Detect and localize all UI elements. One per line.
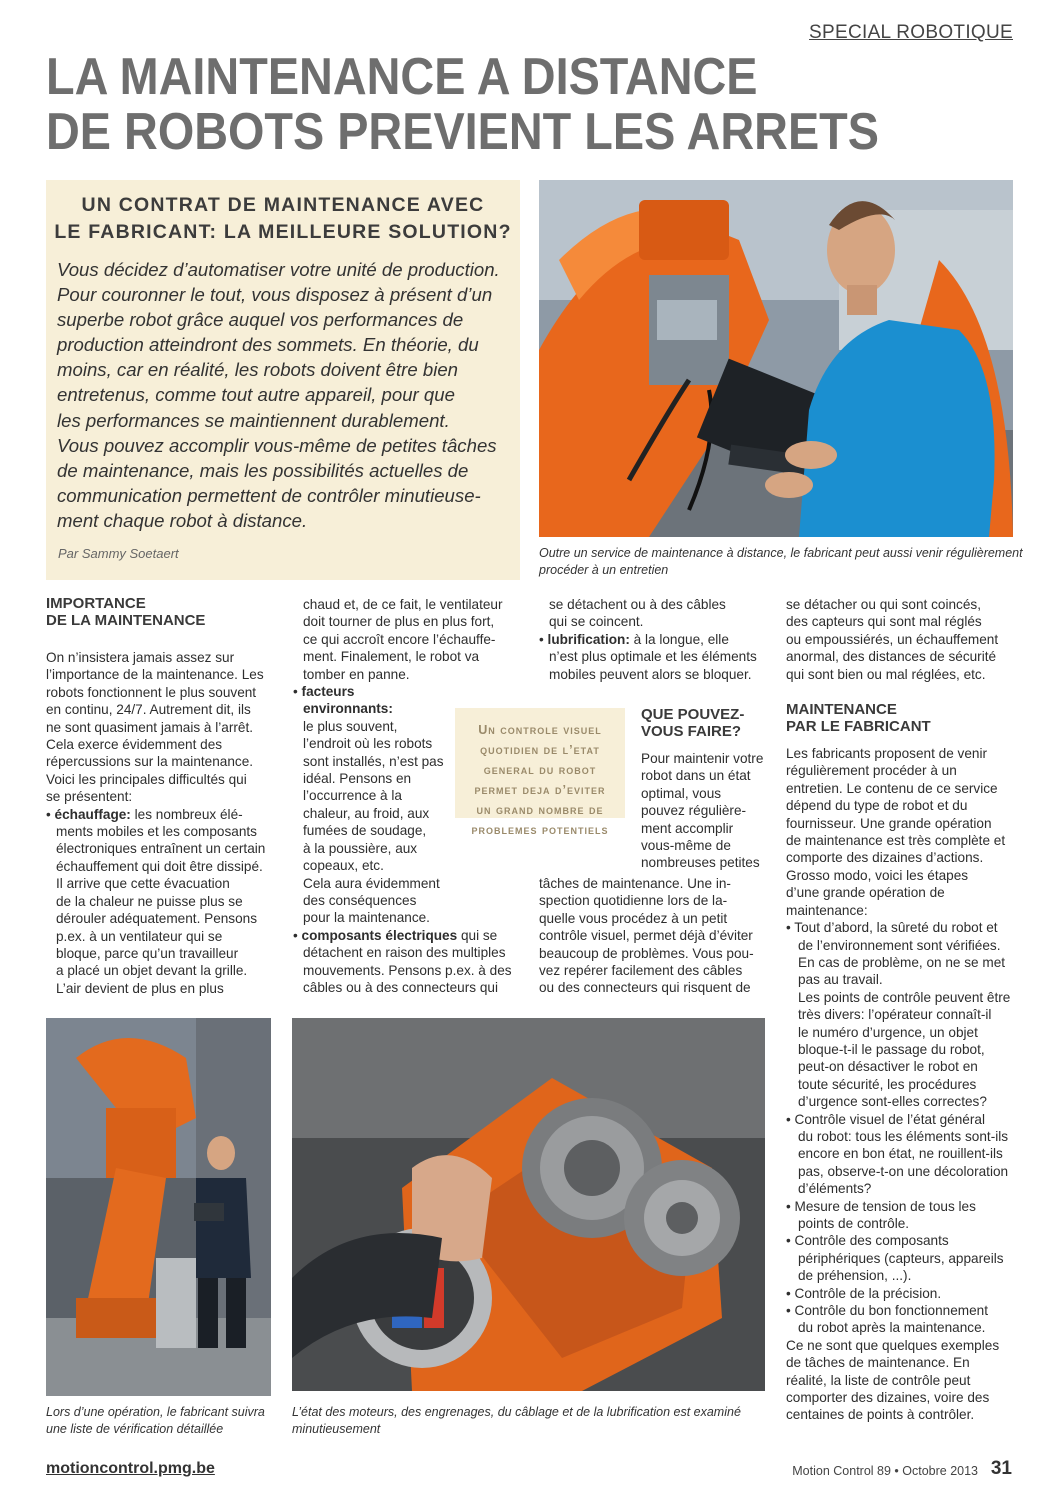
text-line: pour la maintenance. [303,910,430,926]
text-line: fumées de soudage, [303,823,427,839]
text-line: points de contrôle. [798,1216,910,1231]
lead-line: les performances se maintiennent durablement. [57,409,450,431]
text-line: copeaux, etc. [303,858,384,874]
text-line: doit tourner de plus en plus fort, [303,614,495,630]
bullet-term: facteurs [301,684,355,700]
column-3-narrow [641,707,771,872]
bullet-text: à la longue, elle [629,631,729,647]
text-line: Cela aura évidemment [303,875,440,891]
page-number: 31 [990,1458,1012,1479]
text-line: Cela exerce évidemment des [46,737,223,753]
text-line: pouvez régulière- [641,803,747,819]
pull-quote-line: quotidien de l’etat [480,743,600,757]
text-line: de maintenance est très complète et [786,833,1006,849]
text-line: comporter des dizaines, voire des [786,1390,990,1406]
text-line: quelle vous procédez à un petit [539,910,728,926]
text-line: idéal. Pensons en [303,771,412,787]
text-line: qui sont bien ou mal réglées, etc. [786,666,986,682]
text-line: chaleur, au froid, aux [303,805,430,821]
lead-line: communication permettent de contrôler minutieuse- [57,484,481,506]
list-item-text: Tout d’abord, la sûreté du robot et [794,920,998,936]
list-item: • Tout d’abord, la sûreté du robot et [786,920,998,936]
bullet-item: • échauffage: les nombreux élé- [46,806,243,822]
list-item-text: Contrôle des composants [794,1233,949,1249]
list-item: • Contrôle de la précision. [786,1285,942,1301]
intro-box [46,180,520,580]
column-4 [786,596,1016,1424]
text-line: du robot après la maintenance. [798,1320,986,1336]
lead-line: Pour couronner le tout, vous disposez à présent d’un [57,284,493,306]
text-line: réalité, la liste de contrôle peut [786,1372,971,1388]
subheading-line: DE LA MAINTENANCE [46,611,206,629]
text-line: centaines de points à contrôler. [786,1407,975,1423]
caption-top-photo [539,545,1023,579]
subheading-line: PAR LE FABRICANT [786,717,931,735]
text-line: nombreuses petites [641,855,760,871]
lead-line: superbe robot grâce auquel vos performances de [57,309,464,331]
subheading-line: QUE POUVEZ- [641,706,745,723]
pull-quote-line: Un controle visuel [478,723,602,737]
text-line: En cas de problème, on ne se met [798,954,1006,970]
text-line: ne sont quasiment jamais à l’arrêt. [46,719,254,735]
bullet-term: échauffage: [54,806,131,822]
text-line: d’éléments? [798,1181,872,1197]
list-item: • Mesure de tension de tous les [786,1198,976,1214]
list-item: • Contrôle du bon fonctionnement [786,1303,989,1319]
text-line: ce qui accroît encore l’échauffe- [303,631,496,647]
pull-quote [455,708,625,837]
text-line: ou empoussiérés, un échauffement [786,631,999,647]
text-line: l’importance de la maintenance. Les [46,667,264,683]
text-line: bloque, parce qu’un travailleur [56,945,239,961]
text-line: détachent en raison des multiples [303,945,506,961]
bullet-term: lubrification: [547,631,630,647]
text-line: peut-on désactiver le robot en [798,1059,978,1075]
intro-heading-line-1: UN CONTRAT DE MAINTENANCE AVEC [81,194,485,216]
text-line: à la poussière, aux [303,840,418,856]
list-item: • Contrôle visuel de l’état général [786,1111,985,1127]
subheading-line: VOUS FAIRE? [641,722,742,740]
caption-line: L’état des moteurs, des engrenages, du câblage et de la lubrification est examiné [292,1405,741,1419]
text-line: en continu, 24/7. Autrement dit, ils [46,702,251,718]
column-3-wide [539,875,771,997]
text-line: beaucoup de problèmes. Vous pou- [539,945,754,961]
photo-technician-laptop [539,180,1013,537]
photo-gears-closeup [292,1018,765,1391]
subheading-importance [46,596,278,629]
text-line: tomber en panne. [303,666,410,682]
list-item-text: Contrôle visuel de l’état général [794,1111,985,1127]
list-item-text: Mesure de tension de tous les [794,1198,976,1214]
text-line: L’air devient de plus en plus [56,980,224,996]
column-1 [46,596,278,997]
text-line: des conséquences [303,892,417,908]
text-line: vous-même de [641,838,731,854]
pull-quote-line: un grand nombre de [476,803,604,817]
text-line: robot dans un état [641,768,751,784]
text-line: régulièrement procéder à un [786,763,957,779]
subheading-maintenance-fabricant [786,702,1016,735]
pull-quote-line: permet deja d’eviter [474,783,606,797]
footer-issue: Motion Control 89 • Octobre 2013 [792,1464,978,1478]
pull-quote-line: general du robot [483,763,597,777]
text-line: contrôle visuel, permet déjà d’éviter [539,928,753,944]
text-line: l’endroit où les robots [303,736,433,752]
text-line: dépend du type de robot et du [786,798,968,814]
photo-operator-robot-art [46,1018,271,1396]
subheading-line: MAINTENANCE [786,701,897,719]
text-line: Les fabricants proposent de venir [786,746,988,762]
text-line: répercussions sur la maintenance. [46,754,254,770]
text-line: maintenance: [786,902,868,918]
text-line: optimal, vous [641,785,722,801]
text-line: robots fonctionnent le plus souvent [46,684,257,700]
list-item-text: Contrôle du bon fonctionnement [794,1303,989,1319]
bullet-text: qui se [457,927,498,943]
lead-line: moins, car en réalité, les robots doivent être bien [57,359,459,381]
text-line: dérouler adéquatement. Pensons [56,911,258,927]
bullet-item: • facteurs [293,684,355,700]
text-line: anormal, des distances de sécurité [786,649,997,665]
text-line: très divers: l’opérateur connaît-il [798,1007,992,1023]
bullet-text: les nombreux élé- [130,806,243,822]
caption-line: minutieusement [292,1422,381,1436]
text-line: encore en bon état, ne rouillent-ils [798,1146,1003,1162]
text-line: Voici les principales difficultés qui [46,771,247,787]
text-line: toute sécurité, les procédures [798,1076,977,1092]
text-line: pas, observe-t-on une décoloration [798,1163,1009,1179]
headline-line-1: LA MAINTENANCE A DISTANCE [46,48,758,106]
text-line: périphériques (capteurs, appareils [798,1250,1004,1266]
text-line: vez repérer facilement des câbles [539,963,743,979]
bullet-item: • lubrification: à la longue, elle [539,631,729,647]
text-line: a placé un objet devant la grille. [56,963,248,979]
text-line: mobiles peuvent alors se bloquer. [549,666,752,682]
text-line: de tâches de maintenance. En [786,1355,970,1371]
article-headline [46,50,937,160]
text-line: électroniques entraînent un certain [56,841,266,857]
text-line: entretien. Le contenu de ce service [786,780,998,796]
lead-line: de maintenance, mais les possibilités actuelles de [57,459,469,481]
subheading-que-pouvez [641,707,771,740]
text-line: pas au travail. [798,972,883,988]
text-line: comporte des dizaines d’actions. [786,850,984,866]
text-line: Ce ne sont que quelques exemples [786,1337,1000,1353]
text-line: qui se coincent. [549,614,644,630]
text-line: On n’insistera jamais assez sur [46,650,235,665]
intro-heading [46,192,520,246]
caption-line: Lors d’une opération, le fabricant suivra [46,1405,265,1419]
text-line: fournisseur. Une grande opération [786,815,992,831]
text-line: bloque-t-il le passage du robot, [798,1041,985,1057]
text-line: du robot: tous les éléments sont-ils [798,1128,1009,1144]
text-line: de la chaleur ne puisse plus se [56,893,243,909]
caption-bottom-mid [292,1404,765,1438]
text-line: Il arrive que cette évacuation [56,876,230,892]
text-line: de préhension, ...). [798,1268,912,1284]
pull-quote-line: problemes potentiels [471,823,609,837]
text-line: d’une grande opération de [786,885,945,901]
text-line: chaud et, de ce fait, le ventilateur [303,597,503,612]
text-line: ment. Finalement, le robot va [303,649,480,665]
headline-line-2: DE ROBOTS PREVIENT LES ARRETS [46,103,879,161]
list-item: • Contrôle des composants [786,1233,949,1249]
photo-gears-closeup-art [292,1018,765,1391]
text-line: des capteurs qui sont mal réglés [786,614,982,630]
text-line: de l’environnement sont vérifiées. [798,937,1001,953]
lead-line: Vous pouvez accomplir vous-même de petites tâches [57,434,497,456]
text-line: se détacher ou qui sont coincés, [786,597,981,612]
text-line: se détachent ou à des câbles [549,597,726,612]
intro-lead [57,257,527,533]
caption-line: procéder à un entretien [539,563,669,577]
text-line: mouvements. Pensons p.ex. à des [303,962,512,978]
text-line: se présentent: [46,789,133,805]
section-kicker: SPECIAL ROBOTIQUE [809,22,1013,43]
bullet-term: composants électriques [301,927,458,943]
caption-bottom-left [46,1404,276,1438]
lead-line: Vous décidez d’automatiser votre unité de production. [57,259,500,280]
text-line: Grosso modo, voici les étapes [786,867,969,883]
text-line: ment accomplir [641,820,734,836]
footer-website-link[interactable]: motioncontrol.pmg.be [46,1460,215,1477]
intro-heading-line-2: LE FABRICANT: LA MEILLEURE SOLUTION? [54,221,512,243]
text-line: spection quotidienne lors de la- [539,893,728,909]
text-line: sont installés, n’est pas [303,753,444,769]
subheading-line: IMPORTANCE [46,595,146,612]
lead-line: ment chaque robot à distance. [57,509,308,531]
bullet-item: • composants électriques qui se [293,927,498,943]
lead-line: production atteindront des sommets. En théorie, du [57,334,479,356]
text-line: Pour maintenir votre [641,751,764,766]
text-line: d’urgence sont-elles correctes? [798,1094,987,1110]
photo-technician-laptop-art [539,180,1013,537]
caption-line: une liste de vérification détaillée [46,1422,224,1436]
text-line: Les points de contrôle peuvent être [798,989,1011,1005]
text-line: n’est plus optimale et les éléments [549,649,757,665]
bullet-term: environnants: [303,701,393,717]
text-line: ou des connecteurs qui risquent de [539,980,751,996]
photo-operator-robot [46,1018,271,1396]
text-line: p.ex. à un ventilateur qui se [56,928,223,944]
text-line: le plus souvent, [303,718,398,734]
text-line: ments mobiles et les composants [56,824,257,840]
text-line: tâches de maintenance. Une in- [539,876,731,891]
text-line: le numéro d’urgence, un objet [798,1024,978,1040]
byline: Par Sammy Soetaert [58,546,179,561]
text-line: échauffement qui doit être dissipé. [56,858,263,874]
text-line: l’occurrence à la [303,788,402,804]
column-3-top [539,596,769,683]
caption-line: Outre un service de maintenance à distance, le fabricant peut aussi venir régulièrement [539,546,1023,560]
list-item-text: Contrôle de la précision. [794,1285,942,1301]
lead-line: entretenus, comme tout autre appareil, pour que [57,384,455,406]
text-line: câbles ou à des connecteurs qui [303,979,498,995]
